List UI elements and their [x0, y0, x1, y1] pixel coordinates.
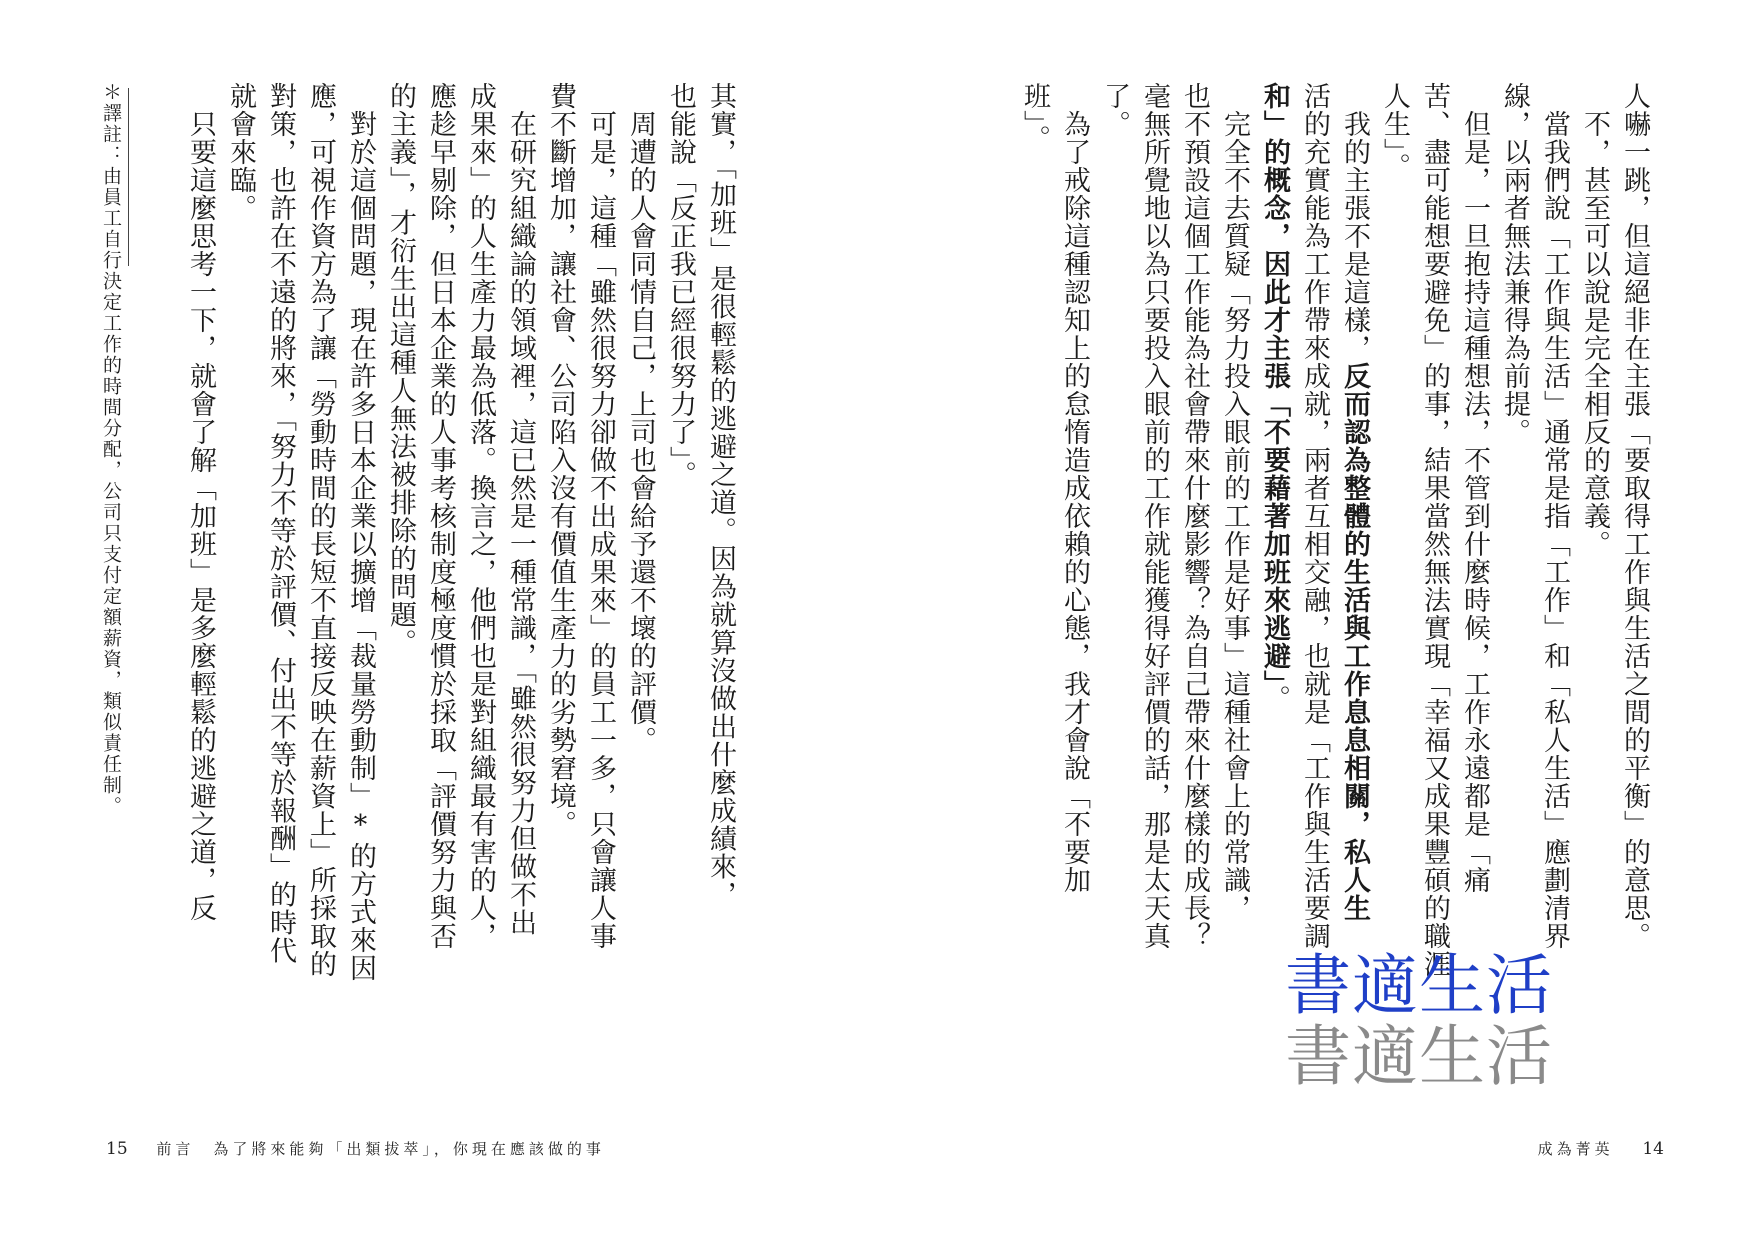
body-text-column: 線，以兩者無法兼得為前提。	[1499, 82, 1530, 446]
body-text-column	[1334, 82, 1374, 922]
chapter-title: 前言 為了將來能夠「出類拔萃」，你現在應該做的事	[156, 1140, 605, 1158]
body-text-column: 當我們說「工作與生活」通常是指「工作」和「私人生活」應劃清界	[1539, 82, 1570, 950]
body-text-column: 苦、盡可能想要避免」的事，結果當然無法實現「幸福又成果豐碩的職涯	[1419, 82, 1450, 978]
body-text-column: 對於這個問題，現在許多日本企業以擴增「裁量勞動制」*的方式來因	[345, 82, 376, 982]
body-text-column: 了。	[1099, 82, 1130, 138]
bold-emphasis-column: 活的充實能為工作帶來成就，兩者互相交融，也就是「工作與生活要調	[1299, 82, 1330, 950]
body-text-column: 成果來」的人生產力最為低落。換言之，他們也是對組織最有害的人，	[465, 82, 496, 950]
bold-emphasis: 和」的概念，因此才主張「不要藉著加班來逃避」	[1259, 82, 1290, 685]
left-running-footer	[106, 1138, 605, 1159]
body-text-column: 不，甚至可以說是完全相反的意義。	[1579, 82, 1610, 558]
bold-emphasis: 反而認為整體的生活與工作息息相關，私人生	[1339, 362, 1370, 922]
body-text-column: 的主義」，才衍生出這種人無法被排除的問題。	[385, 82, 416, 657]
body-text-column: 但是，一旦抱持這種想法，不管到什麼時候，工作永遠都是「痛	[1459, 82, 1490, 894]
body-text-column: 可是，這種「雖然很努力卻做不出成果來」的員工一多，只會讓人事	[585, 82, 616, 950]
body-text-column: 對策，也許在不遠的將來，「努力不等於評價、付出不等於報酬」的時代	[265, 82, 296, 965]
body-text: 。	[1259, 684, 1290, 713]
body-text-column: 班」。	[1019, 82, 1050, 153]
body-text-column: 費不斷增加，讓社會、公司陷入沒有價值生產力的劣勢窘境。	[545, 82, 576, 838]
page-number-left: 15	[106, 1139, 128, 1159]
left-page	[0, 0, 874, 1241]
page-number-right: 14	[1642, 1139, 1664, 1159]
book-title: 成為菁英	[1537, 1140, 1614, 1158]
body-text-column: 人嚇一跳，但這絕非在主張「要取得工作與生活之間的平衡」的意思。	[1619, 82, 1650, 950]
right-running-footer	[1538, 1138, 1664, 1159]
body-text-column	[1254, 82, 1294, 713]
body-text-column: 應趁早剔除，但日本企業的人事考核制度極度慣於採取「評價努力與否	[425, 82, 456, 950]
body-text-column: 在研究組織論的領域裡，這已然是一種常識，「雖然很努力但做不出	[505, 82, 536, 937]
footnote-rule	[128, 88, 129, 266]
body-text: 我的主張不是這樣，	[1339, 82, 1370, 362]
body-text-column: 為了戒除這種認知上的怠惰造成依賴的心態，我才會說「不要加	[1059, 82, 1090, 894]
body-text-column: 就會來臨。	[225, 82, 256, 222]
body-text-column: 也不預設這個工作能為社會帶來什麼影響？為自己帶來什麼樣的成長？	[1179, 82, 1210, 950]
body-text-column: 完全不去質疑「努力投入眼前的工作是好事」這種社會上的常識，	[1219, 82, 1250, 922]
watermark-logo-blue: 書適生活	[1285, 947, 1553, 1024]
body-text-column: 毫無所覺地以為只要投入眼前的工作就能獲得好評價的話，那是太天真	[1139, 82, 1170, 950]
body-text-column: 人生」。	[1379, 82, 1410, 181]
body-text-column: 應，可視作資方為了讓「勞動時間的長短不直接反映在薪資上」所採取的	[305, 82, 336, 978]
body-text-column: 周遭的人會同情自己，上司也會給予還不壞的評價。	[625, 82, 656, 754]
translator-footnote: ＊譯註：由員工自行決定工作的時間分配，公司只支付定額薪資，類似責任制。	[100, 82, 122, 817]
body-text-column: 只要這麼思考一下，就會了解「加班」是多麼輕鬆的逃避之道，反	[185, 82, 216, 922]
watermark-logo-gray: 書適生活	[1285, 1018, 1553, 1095]
body-text-column: 其實，「加班」是很輕鬆的逃避之道。因為就算沒做出什麼成績來，	[705, 82, 736, 909]
body-text-column: 也能說「反正我已經很努力了」。	[665, 82, 696, 489]
